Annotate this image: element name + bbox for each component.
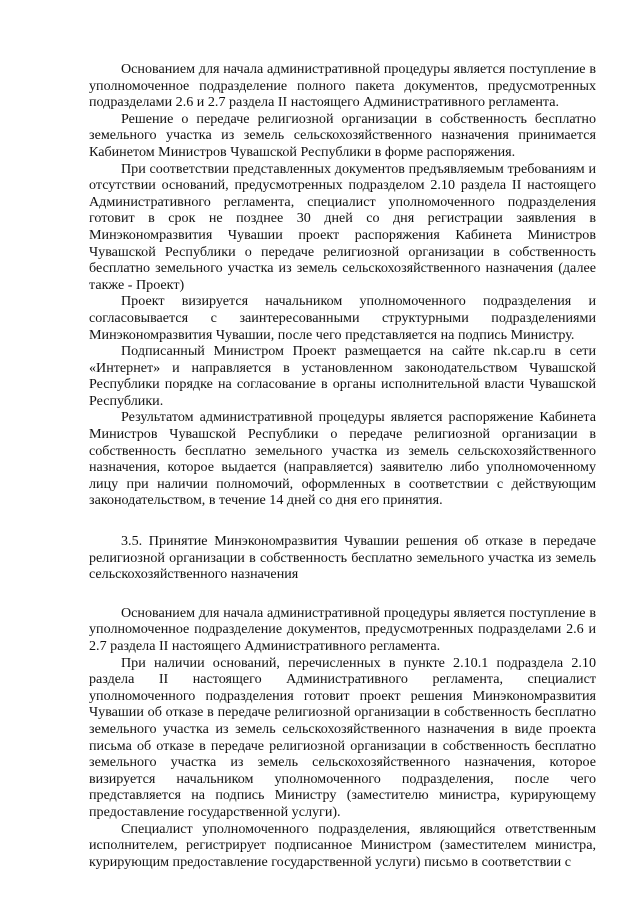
section-heading: 3.5. Принятие Минэкономразвития Чувашии решения об отказе в передаче религиозной организации в собственность бесплатно земельного участка из земель сельскохозяйственного назначения	[89, 533, 596, 583]
paragraph: Проект визируется начальником уполномоченного подразделения и согласовывается с заинтересованными структурными подразделениями Минэкономразвития Чувашии, после чего представляется на подпись Министру.	[89, 293, 596, 343]
spacer	[89, 509, 596, 533]
paragraph: Результатом административной процедуры является распоряжение Кабинета Министров Чувашской Республики о передаче религиозной организации в собственность бесплатно земельного участка из земель сельскохозяйственного назначения, которое выдается (направляется) заявителю либо уполномоченному лицу при наличии полномочий, оформленных в соответствии с действующим законодательством, в течение 14 дней со дня его принятия.	[89, 409, 596, 509]
paragraph: Специалист уполномоченного подразделения, являющийся ответственным исполнителем, регистрирует подписанное Министром (заместителем министра, курирующим предоставление государственной услуги) письмо в соответствии с	[89, 820, 596, 870]
paragraph: При соответствии представленных документов предъявляемым требованиям и отсутствии оснований, предусмотренных подразделом 2.10 раздела II настоящего Административного регламента, специалист уполномоченного подразделения готовит в срок не позднее 30 дней со дня регистрации заявления в Минэкономразвития Чувашии проект распоряжения Кабинета Министров Чувашской Республики о передаче религиозной организации в собственность бесплатно земельного участка из земель сельскохозяйственного назначения (далее также - Проект)	[89, 160, 596, 293]
paragraph: Решение о передаче религиозной организации в собственность бесплатно земельного участка из земель сельскохозяйственного назначения принимается Кабинетом Министров Чувашской Республики в форме распоряжения.	[89, 110, 596, 160]
paragraph: Подписанный Министром Проект размещается на сайте nk.cap.ru в сети «Интернет» и направляется в установленном законодательством Чувашской Республики порядке на согласование в органы исполнительной власти Чувашской Республики.	[89, 343, 596, 409]
paragraph: При наличии оснований, перечисленных в пункте 2.10.1 подраздела 2.10 раздела II настоящего Административного регламента, специалист уполномоченного подразделения готовит проект решения Минэкономразвития Чувашии об отказе в передаче религиозной организации в собственность бесплатно земельного участка из земель сельскохозяйственного назначения в виде проекта письма об отказе в передаче религиозной организации в собственность бесплатно земельного участка из земель сельскохозяйственного назначения, которое визируется начальником уполномоченного подразделения, после чего представляется на подпись Министру (заместителю министра, курирующему предоставление государственной услуги).	[89, 654, 596, 820]
paragraph: Основанием для начала административной процедуры является поступление в уполномоченное подразделение документов, предусмотренных подразделами 2.6 и 2.7 раздела II настоящего Административного регламента.	[89, 604, 596, 654]
document-body	[89, 61, 596, 870]
spacer	[89, 583, 596, 605]
paragraph: Основанием для начала административной процедуры является поступление в уполномоченное подразделение полного пакета документов, предусмотренных подразделами 2.6 и 2.7 раздела II настоящего Административного регламента.	[89, 61, 596, 111]
